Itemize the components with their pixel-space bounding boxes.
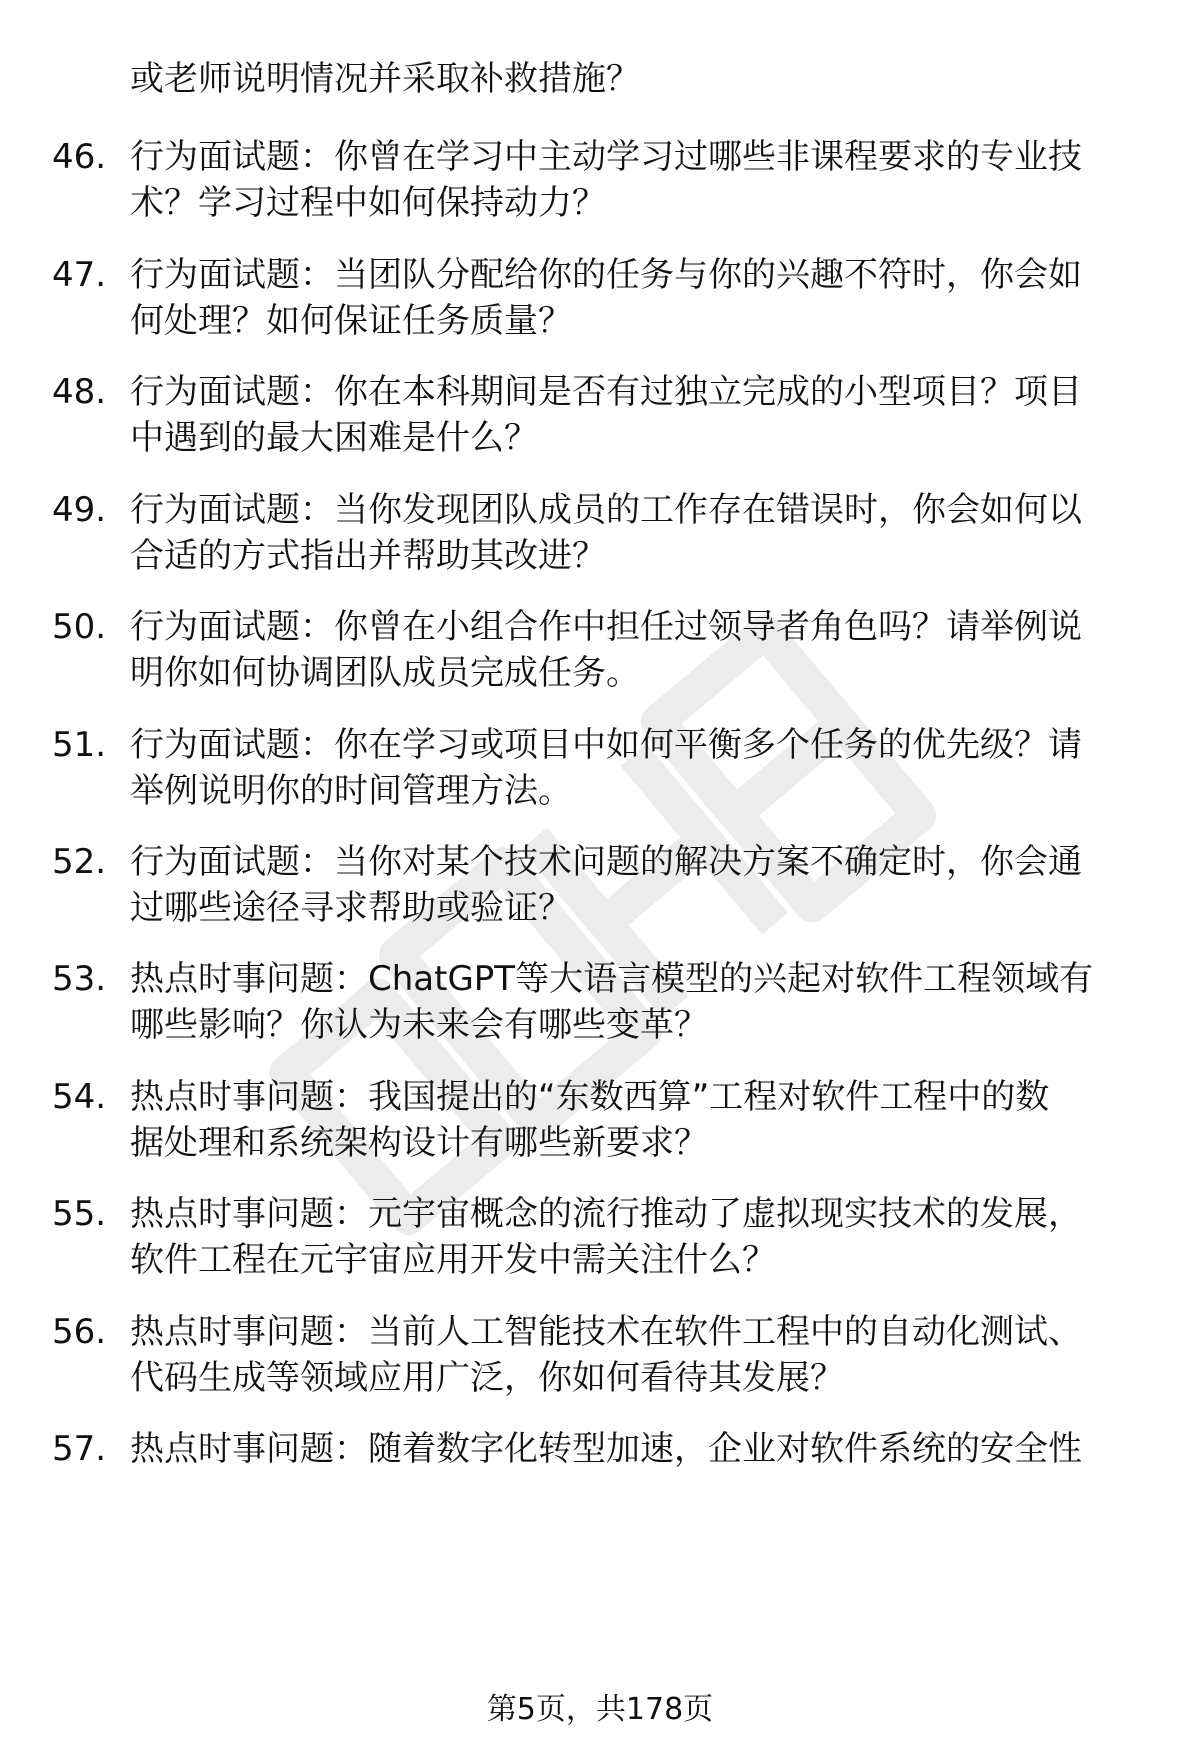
question-item-52 <box>52 839 1142 931</box>
question-text-line: 据处理和系统架构设计有哪些新要求？ <box>130 1123 708 1163</box>
question-number: 46. <box>52 137 107 177</box>
question-text-line: 中遇到的最大困难是什么？ <box>130 418 538 458</box>
question-number: 49. <box>52 490 107 530</box>
question-number: 56. <box>52 1312 107 1352</box>
page-number-footer: 第5页，共178页 <box>486 1692 714 1727</box>
question-text-line: 代码生成等领域应用广泛，你如何看待其发展？ <box>130 1358 844 1398</box>
question-text-line: 何处理？如何保证任务质量？ <box>130 301 572 341</box>
question-number: 54. <box>52 1077 107 1117</box>
question-number: 55. <box>52 1194 107 1234</box>
question-text-line: 热点时事问题：元宇宙概念的流行推动了虚拟现实技术的发展， <box>130 1194 1082 1234</box>
question-text-line: 行为面试题：当你对某个技术问题的解决方案不确定时，你会通 <box>130 842 1082 882</box>
question-text-line: 行为面试题：你曾在学习中主动学习过哪些非课程要求的专业技 <box>130 137 1082 177</box>
question-item-55 <box>52 1191 1142 1283</box>
question-item-47 <box>52 252 1142 344</box>
question-item-50 <box>52 604 1142 696</box>
question-text-line: 行为面试题：你曾在小组合作中担任过领导者角色吗？请举例说 <box>130 607 1082 647</box>
question-text-line: 热点时事问题：我国提出的“东数西算”工程对软件工程中的数 <box>130 1077 1050 1117</box>
question-item-49 <box>52 487 1142 579</box>
question-item-57 <box>52 1426 1142 1472</box>
continuation-text: 或老师说明情况并采取补救措施？ <box>130 59 640 99</box>
question-text-line: 哪些影响？你认为未来会有哪些变革？ <box>130 1005 708 1045</box>
question-number: 51. <box>52 725 107 765</box>
question-number: 50. <box>52 607 107 647</box>
question-text-line: 热点时事问题：随着数字化转型加速，企业对软件系统的安全性 <box>130 1429 1082 1469</box>
question-text-line: 行为面试题：你在本科期间是否有过独立完成的小型项目？项目 <box>130 372 1082 412</box>
question-item-56 <box>52 1309 1142 1401</box>
question-number: 57. <box>52 1429 107 1469</box>
question-item-54 <box>52 1074 1142 1166</box>
question-number: 53. <box>52 959 107 999</box>
question-item-53 <box>52 956 1142 1048</box>
question-text-line: 行为面试题：当你发现团队成员的工作存在错误时，你会如何以 <box>130 490 1082 530</box>
question-number: 48. <box>52 372 107 412</box>
question-text-line: 举例说明你的时间管理方法。 <box>130 771 572 811</box>
question-text-line: 术？学习过程中如何保持动力？ <box>130 183 606 223</box>
question-text-line: 行为面试题：当团队分配给你的任务与你的兴趣不符时，你会如 <box>130 255 1082 295</box>
question-text-line: 过哪些途径寻求帮助或验证？ <box>130 888 572 928</box>
question-item-48 <box>52 369 1142 461</box>
question-item-46 <box>52 134 1142 226</box>
question-text-line: 热点时事问题：ChatGPT等大语言模型的兴起对软件工程领域有 <box>130 959 1094 999</box>
question-text-line: 软件工程在元宇宙应用开发中需关注什么？ <box>130 1240 776 1280</box>
question-number: 52. <box>52 842 107 882</box>
question-text-line: 明你如何协调团队成员完成任务。 <box>130 653 640 693</box>
question-text-line: 行为面试题：你在学习或项目中如何平衡多个任务的优先级？请 <box>130 725 1082 765</box>
question-item-51 <box>52 722 1142 814</box>
question-number: 47. <box>52 255 107 295</box>
question-text-line: 合适的方式指出并帮助其改进？ <box>130 536 606 576</box>
question-text-line: 热点时事问题：当前人工智能技术在软件工程中的自动化测试、 <box>130 1312 1082 1352</box>
